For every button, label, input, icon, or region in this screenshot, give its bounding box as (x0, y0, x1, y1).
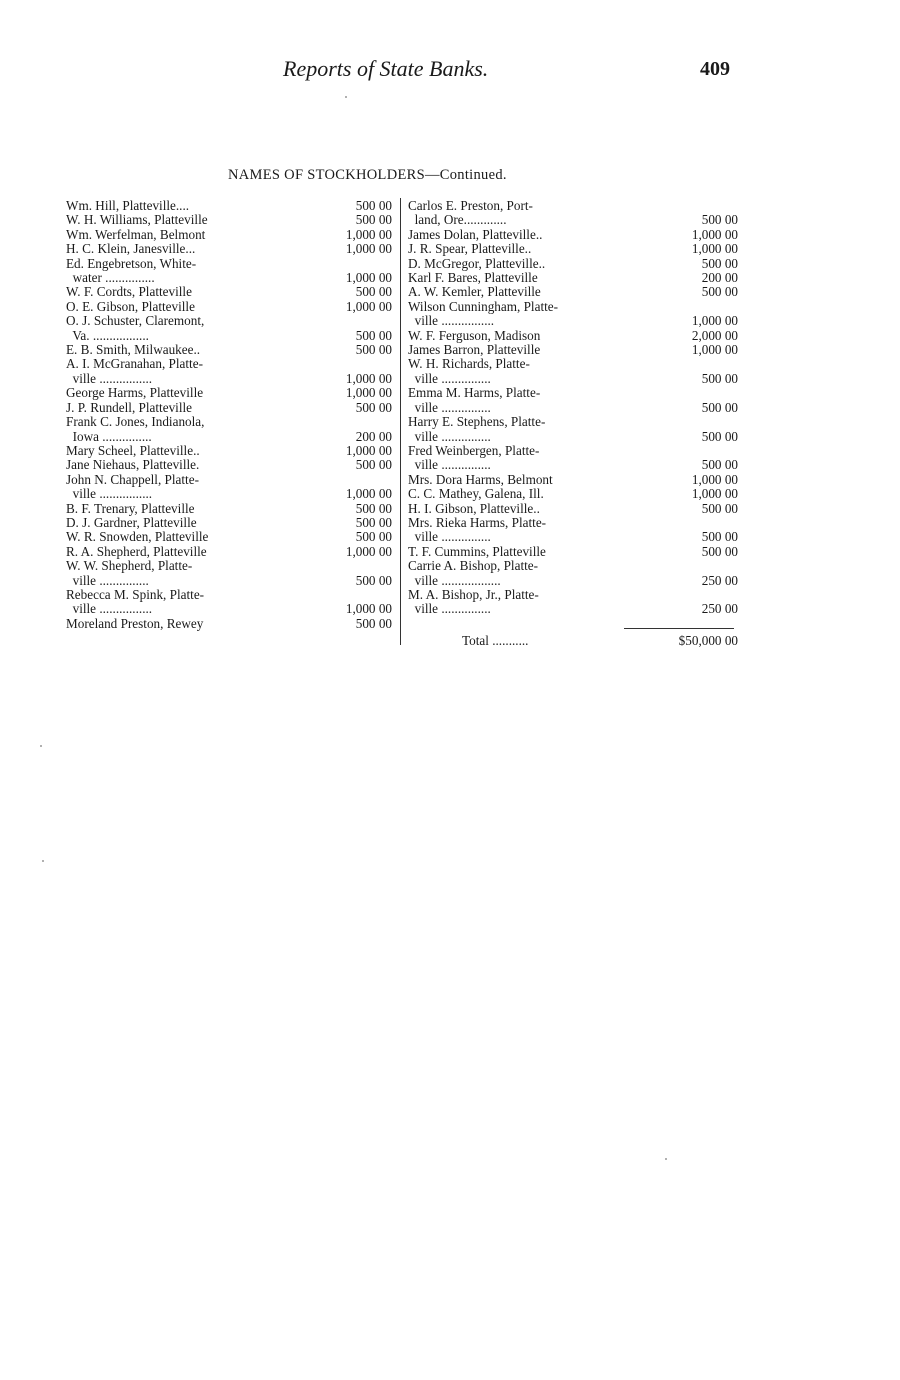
stockholder-row (66, 314, 392, 328)
stockholder-name: Carlos E. Preston, Port- (408, 198, 533, 213)
stockholder-row (408, 502, 738, 516)
stockholder-row (66, 502, 392, 516)
stockholder-name: ville ............... (408, 428, 491, 444)
stockholder-row (66, 228, 392, 242)
stockholder-amount: 500 00 (355, 342, 392, 358)
stockholder-amount: 1,000 00 (345, 270, 392, 286)
stockholder-row (408, 257, 738, 271)
stockholder-amount: 250 00 (701, 572, 738, 588)
stockholder-amount: 500 00 (355, 514, 392, 530)
stockholder-name: Moreland Preston, Rewey (66, 615, 204, 631)
stockholder-row (66, 458, 392, 472)
stockholder-amount: 1,000 00 (691, 342, 738, 358)
stockholder-name: Wilson Cunningham, Platte- (408, 298, 559, 314)
total-amount: $50,000 00 (678, 633, 738, 648)
stockholder-amount: 1,000 00 (691, 241, 738, 257)
stockholder-row (408, 588, 738, 602)
stockholder-amount: 200 00 (355, 428, 392, 444)
stockholder-name: ville ................ (66, 486, 153, 502)
stockholder-name: E. B. Smith, Milwaukee.. (66, 342, 201, 358)
stockholder-amount: 1,000 00 (691, 226, 738, 242)
stockholder-name: James Dolan, Platteville.. (408, 226, 543, 242)
stockholder-name: W. H. Williams, Platteville (66, 212, 208, 228)
scan-speck (42, 860, 44, 862)
stockholder-amount: 500 00 (355, 615, 392, 631)
stockholder-name: Frank C. Jones, Indianola, (66, 414, 205, 430)
stockholder-amount: 2,000 00 (691, 327, 738, 343)
stockholder-amount: 500 00 (355, 572, 392, 588)
stockholder-amount: 500 00 (701, 529, 738, 545)
stockholder-amount: 500 00 (355, 327, 392, 343)
stockholder-row (66, 430, 392, 444)
stockholder-name: Carrie A. Bishop, Platte- (408, 558, 539, 574)
stockholder-row (66, 530, 392, 544)
stockholder-amount: 500 00 (355, 399, 392, 415)
stockholder-name: James Barron, Platteville (408, 342, 541, 358)
stockholder-name: Mrs. Dora Harms, Belmont (408, 471, 553, 487)
stockholder-row (66, 242, 392, 256)
stockholder-row (66, 415, 392, 429)
stockholder-amount: 500 00 (355, 284, 392, 300)
stockholder-name: Karl F. Bares, Platteville (408, 270, 538, 286)
total-row (408, 633, 738, 649)
stockholder-amount: 1,000 00 (345, 241, 392, 257)
page-number: 409 (700, 58, 730, 80)
stockholder-amount: 1,000 00 (345, 226, 392, 242)
total-label: Total ........... (462, 633, 529, 648)
stockholder-amount: 500 00 (701, 370, 738, 386)
stockholder-name: B. F. Trenary, Platteville (66, 500, 195, 516)
stockholder-name: J. R. Spear, Platteville.. (408, 241, 532, 257)
stockholder-name: Va. ................. (66, 327, 149, 343)
stockholder-amount: 500 00 (355, 212, 392, 228)
stockholder-amount: 1,000 00 (345, 370, 392, 386)
stockholder-name: Emma M. Harms, Platte- (408, 385, 541, 401)
stockholder-row (408, 285, 738, 299)
stockholder-name: Iowa ............... (66, 428, 152, 444)
stockholder-amount: 1,000 00 (691, 486, 738, 502)
stockholder-name: W. F. Cordts, Platteville (66, 284, 192, 300)
stockholder-amount: 500 00 (701, 212, 738, 228)
stockholder-row (66, 559, 392, 573)
stockholder-row (66, 199, 392, 213)
stockholders-left-column (66, 199, 392, 631)
stockholder-name: ville ................ (408, 313, 495, 329)
stockholder-name: Wm. Hill, Platteville.... (66, 198, 190, 213)
stockholder-row (408, 372, 738, 386)
stockholder-row (408, 530, 738, 544)
stockholder-row (408, 357, 738, 371)
stockholder-name: Jane Niehaus, Platteville. (66, 457, 200, 473)
stockholder-row (408, 473, 738, 487)
stockholder-amount: 500 00 (701, 255, 738, 271)
stockholder-amount: 1,000 00 (691, 471, 738, 487)
stockholder-name: O. J. Schuster, Claremont, (66, 313, 205, 329)
stockholder-amount: 1,000 00 (345, 442, 392, 458)
stockholder-row (66, 300, 392, 314)
stockholder-name: ville ............... (408, 370, 491, 386)
stockholder-row (408, 401, 738, 415)
stockholder-row (408, 415, 738, 429)
stockholder-row (408, 300, 738, 314)
stockholder-name: W. H. Richards, Platte- (408, 356, 530, 372)
stockholder-row (408, 602, 738, 616)
stockholder-row (408, 545, 738, 559)
stockholder-row (408, 458, 738, 472)
stockholder-name: water ............... (66, 270, 155, 286)
stockholder-amount: 500 00 (355, 198, 392, 213)
stockholder-amount: 200 00 (701, 270, 738, 286)
stockholder-row (408, 199, 738, 213)
stockholder-row (66, 357, 392, 371)
stockholder-row (66, 329, 392, 343)
stockholder-name: ville ............... (408, 399, 491, 415)
stockholder-row (66, 401, 392, 415)
stockholder-name: ville ............... (408, 601, 491, 617)
stockholder-row (66, 257, 392, 271)
stockholder-name: M. A. Bishop, Jr., Platte- (408, 586, 539, 602)
stockholder-row (408, 516, 738, 530)
stockholder-name: ville ............... (408, 457, 491, 473)
scan-speck (665, 1158, 667, 1160)
stockholder-row (408, 271, 738, 285)
stockholder-name: land, Ore............. (408, 212, 507, 228)
stockholder-name: ville ................ (66, 370, 153, 386)
stockholder-name: ville ............... (66, 572, 149, 588)
stockholder-row (66, 271, 392, 285)
stockholder-row (66, 444, 392, 458)
stockholder-amount: 500 00 (701, 500, 738, 516)
stockholder-amount: 500 00 (355, 457, 392, 473)
stockholder-amount: 500 00 (701, 399, 738, 415)
stockholder-row (408, 213, 738, 227)
stockholder-row (66, 574, 392, 588)
stockholder-row (66, 343, 392, 357)
stockholder-name: ville ............... (408, 529, 491, 545)
stockholder-amount: 500 00 (355, 529, 392, 545)
stockholder-amount: 500 00 (355, 500, 392, 516)
stockholder-name: W. F. Ferguson, Madison (408, 327, 541, 343)
stockholder-row (408, 329, 738, 343)
stockholder-row (408, 430, 738, 444)
stockholder-amount: 500 00 (701, 428, 738, 444)
stockholder-name: H. C. Klein, Janesville... (66, 241, 196, 257)
stockholder-row (66, 516, 392, 530)
stockholder-row (66, 213, 392, 227)
scan-speck (40, 745, 42, 747)
stockholder-amount: 500 00 (701, 284, 738, 300)
stockholder-name: A. I. McGranahan, Platte- (66, 356, 203, 372)
stockholder-amount: 250 00 (701, 601, 738, 617)
stockholder-name: John N. Chappell, Platte- (66, 471, 199, 487)
column-divider (400, 198, 401, 645)
stockholder-name: Fred Weinbergen, Platte- (408, 442, 540, 458)
section-heading: NAMES OF STOCKHOLDERS—Continued. (228, 167, 507, 183)
stockholder-name: R. A. Shepherd, Platteville (66, 543, 207, 559)
scan-speck (345, 96, 347, 98)
stockholder-row (66, 386, 392, 400)
stockholder-name: H. I. Gibson, Platteville.. (408, 500, 540, 516)
stockholder-row (66, 602, 392, 616)
stockholder-name: W. R. Snowden, Platteville (66, 529, 209, 545)
stockholder-amount: 1,000 00 (345, 543, 392, 559)
stockholder-name: O. E. Gibson, Platteville (66, 298, 195, 314)
stockholder-name: Rebecca M. Spink, Platte- (66, 586, 205, 602)
stockholder-name: Mary Scheel, Platteville.. (66, 442, 200, 458)
stockholder-row (66, 285, 392, 299)
stockholder-row (408, 343, 738, 357)
stockholder-row (66, 372, 392, 386)
stockholder-amount: 1,000 00 (345, 486, 392, 502)
stockholder-name: W. W. Shepherd, Platte- (66, 558, 193, 574)
stockholder-amount: 500 00 (701, 457, 738, 473)
stockholder-row (408, 444, 738, 458)
stockholder-amount: 1,000 00 (345, 385, 392, 401)
stockholder-amount: 500 00 (701, 543, 738, 559)
stockholder-name: C. C. Mathey, Galena, Ill. (408, 486, 544, 502)
stockholder-row (408, 314, 738, 328)
stockholder-name: Harry E. Stephens, Platte- (408, 414, 546, 430)
stockholder-name: A. W. Kemler, Platteville (408, 284, 541, 300)
stockholder-amount: 1,000 00 (345, 298, 392, 314)
stockholder-name: D. McGregor, Platteville.. (408, 255, 546, 271)
stockholder-amount: 1,000 00 (345, 601, 392, 617)
stockholder-row (408, 242, 738, 256)
stockholder-row (66, 545, 392, 559)
stockholder-name: ville .................. (408, 572, 501, 588)
stockholders-right-column (408, 199, 738, 617)
stockholder-row (408, 386, 738, 400)
total-rule (624, 628, 734, 629)
stockholder-row (66, 617, 392, 631)
stockholder-name: T. F. Cummins, Platteville (408, 543, 546, 559)
stockholder-row (66, 487, 392, 501)
stockholder-row (408, 559, 738, 573)
stockholder-name: Mrs. Rieka Harms, Platte- (408, 514, 547, 530)
stockholder-row (408, 487, 738, 501)
stockholder-amount: 1,000 00 (691, 313, 738, 329)
stockholder-row (66, 473, 392, 487)
stockholder-name: George Harms, Platteville (66, 385, 204, 401)
stockholder-name: Wm. Werfelman, Belmont (66, 226, 206, 242)
stockholder-name: ville ................ (66, 601, 153, 617)
stockholder-row (408, 228, 738, 242)
stockholder-name: Ed. Engebretson, White- (66, 255, 197, 271)
stockholder-name: J. P. Rundell, Platteville (66, 399, 193, 415)
stockholder-row (66, 588, 392, 602)
stockholder-row (408, 574, 738, 588)
stockholder-name: D. J. Gardner, Platteville (66, 514, 197, 530)
running-header-title: Reports of State Banks. (283, 56, 489, 81)
